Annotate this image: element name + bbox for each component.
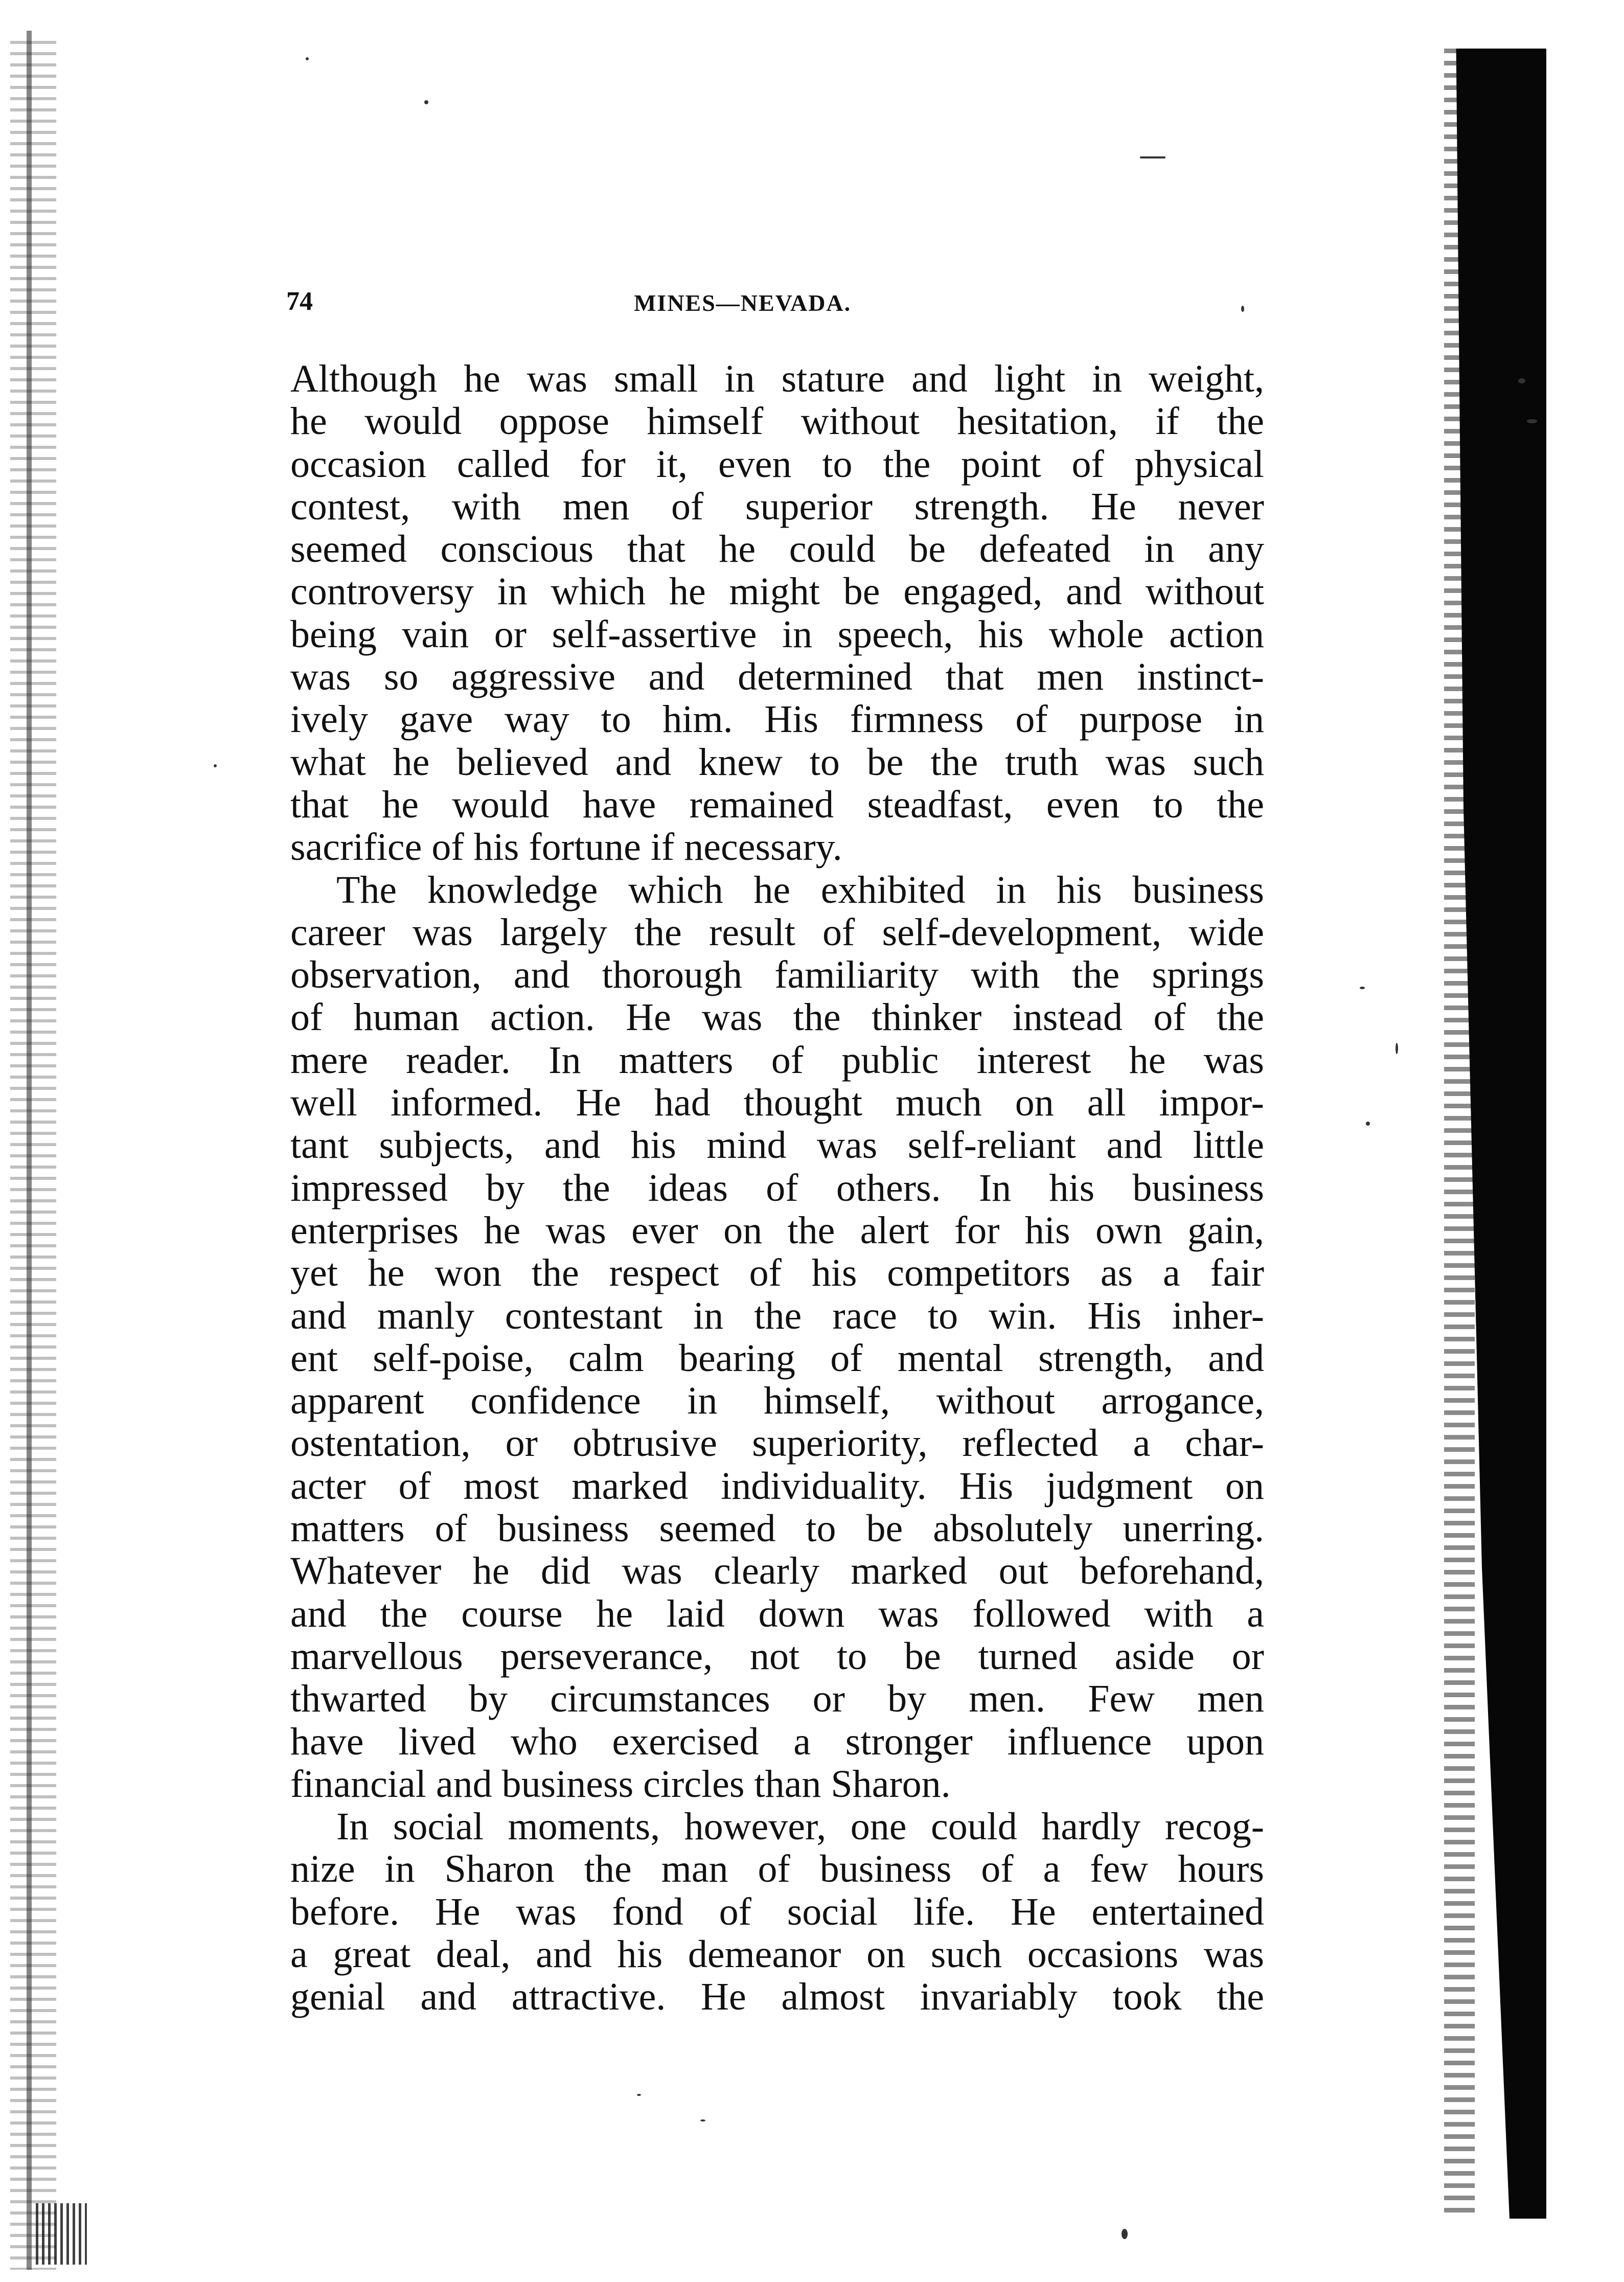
- text-line: contest, with men of superior strength. He never: [290, 485, 1264, 528]
- text-line: acter of most marked individuality. His judgment on: [290, 1464, 1264, 1508]
- text-line: enterprises he was ever on the alert for his own gain,: [290, 1208, 1264, 1252]
- left-binding-line: [27, 31, 32, 2270]
- text-line: genial and attractive. He almost invariably took the: [290, 1975, 1264, 2019]
- text-line: In social moments, however, one could hardly recog-: [336, 1805, 1264, 1849]
- scan-speck: [1366, 1122, 1370, 1126]
- text-line: tant subjects, and his mind was self-reliant and little: [290, 1124, 1264, 1167]
- text-line: have lived who exercised a stronger influence upon: [290, 1720, 1264, 1763]
- text-line: yet he won the respect of his competitors as a fair: [290, 1251, 1264, 1295]
- running-head: [286, 286, 1268, 327]
- text-line: ent self-poise, calm bearing of mental strength, and: [290, 1336, 1264, 1380]
- text-line: Although he was small in stature and light in weight,: [290, 357, 1264, 400]
- body-text: [290, 358, 1264, 2019]
- paragraph: [290, 869, 1264, 1806]
- scan-speck: [1527, 419, 1537, 423]
- text-line: career was largely the result of self-development, wide: [290, 910, 1264, 954]
- scan-speck: [214, 764, 217, 767]
- scan-speck: [1518, 378, 1525, 383]
- scan-speck: [1122, 2229, 1128, 2239]
- text-line: marvellous perseverance, not to be turned aside or: [290, 1634, 1264, 1678]
- scan-speck: [1396, 1043, 1398, 1054]
- text-line: and the course he laid down was followed with a: [290, 1592, 1264, 1635]
- scan-speck: [306, 57, 309, 60]
- text-line: financial and business circles than Sharon.: [290, 1762, 951, 1806]
- text-line: that he would have remained steadfast, even to the: [290, 783, 1264, 826]
- text-line: occasion called for it, even to the point of physical: [290, 442, 1264, 486]
- text-line: observation, and thorough familiarity with the springs: [290, 953, 1264, 997]
- text-line: thwarted by circumstances or by men. Few men: [290, 1677, 1264, 1721]
- paragraph: [290, 1806, 1264, 2018]
- left-corner-smudge: [36, 2203, 87, 2265]
- text-line: before. He was fond of social life. He entertained: [290, 1890, 1264, 1933]
- text-line: sacrifice of his fortune if necessary.: [290, 826, 842, 869]
- text-line: he would oppose himself without hesitation, if the: [290, 400, 1264, 443]
- scan-speck: [637, 2094, 641, 2096]
- text-line: The knowledge which he exhibited in his business: [336, 868, 1264, 911]
- text-line: was so aggressive and determined that men instinct-: [290, 655, 1264, 699]
- scan-speck: [424, 100, 428, 104]
- text-line: mere reader. In matters of public interest he was: [290, 1038, 1264, 1082]
- text-line: apparent confidence in himself, without arrogance,: [290, 1379, 1264, 1423]
- text-line: and manly contestant in the race to win. His inher-: [290, 1294, 1264, 1337]
- scan-speck: [700, 2119, 705, 2121]
- text-line: impressed by the ideas of others. In his business: [290, 1166, 1264, 1210]
- text-line: controversy in which he might be engaged, and without: [290, 570, 1264, 613]
- paragraph: [290, 358, 1264, 869]
- text-line: ively gave way to him. His firmness of purpose in: [290, 698, 1264, 741]
- page-number: 74: [286, 287, 313, 316]
- text-line: well informed. He had thought much on all impor-: [290, 1081, 1264, 1125]
- scan-speck: [1360, 987, 1365, 989]
- text-line: a great deal, and his demeanor on such occasions was: [290, 1932, 1264, 1976]
- left-binding-shadow: [10, 41, 56, 2270]
- text-line: what he believed and knew to be the truth was such: [290, 740, 1264, 784]
- text-line: being vain or self-assertive in speech, his whole action: [290, 612, 1264, 656]
- text-line: of human action. He was the thinker instead of the: [290, 996, 1264, 1039]
- scan-speck: [1140, 156, 1165, 158]
- text-line: nize in Sharon the man of business of a few hours: [290, 1847, 1264, 1891]
- running-title: MINES—NEVADA.: [634, 290, 852, 316]
- text-line: matters of business seemed to be absolutely unerring.: [290, 1507, 1264, 1550]
- text-line: Whatever he did was clearly marked out beforehand,: [290, 1549, 1264, 1593]
- text-line: seemed conscious that he could be defeated in any: [290, 528, 1264, 571]
- text-line: ostentation, or obtrusive superiority, reflected a char-: [290, 1422, 1264, 1465]
